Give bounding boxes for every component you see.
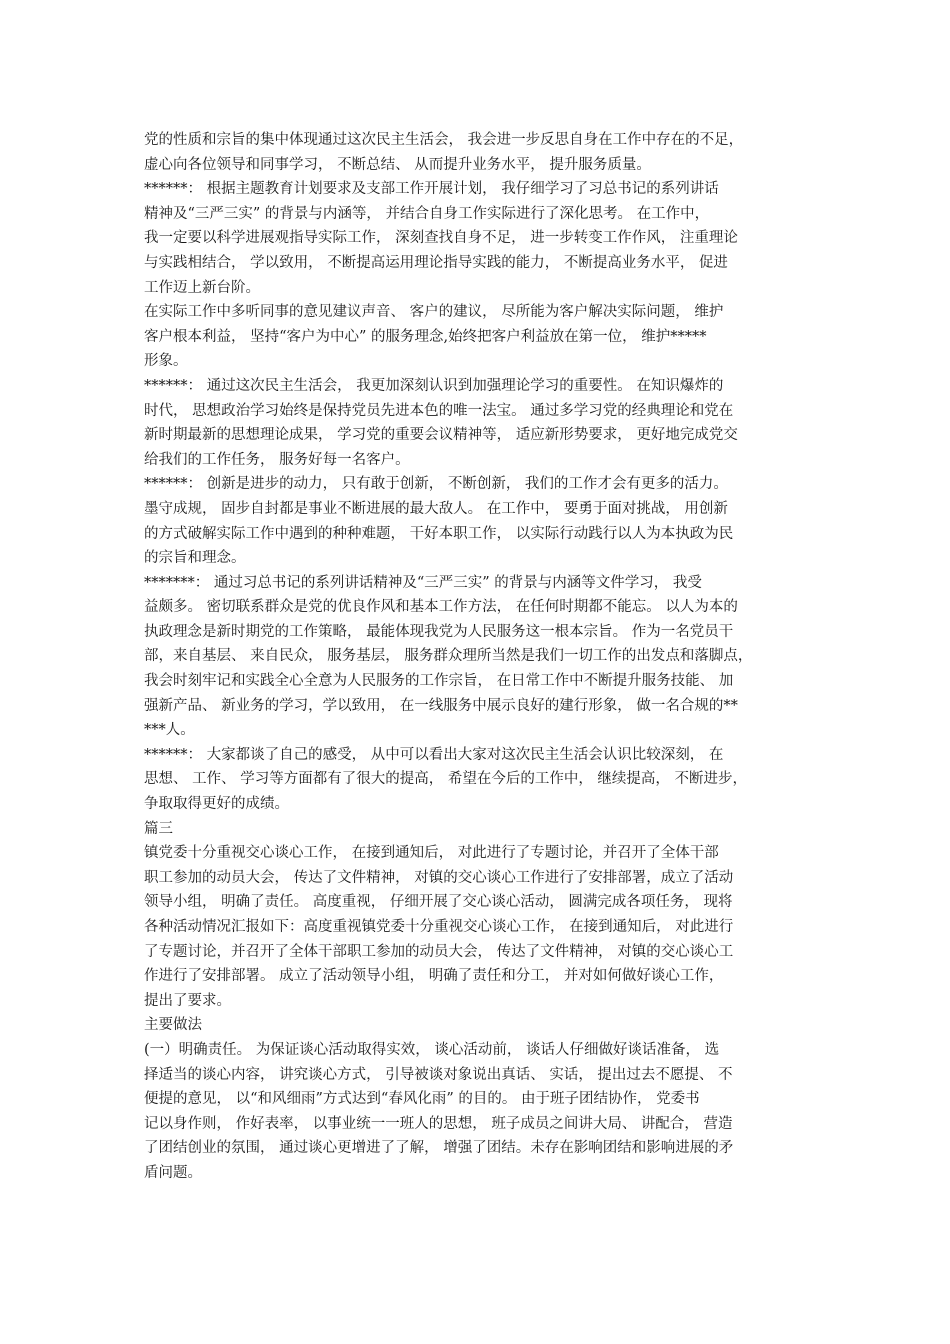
text-line: 益颇多。 密切联系群众是党的优良作风和基本工作方法， 在任何时期都不能忘。 以人为本的 bbox=[144, 599, 738, 616]
text-line: 客户根本利益， 坚持“客户为中心” 的服务理念,始终把客户利益放在第一位， 维护***** bbox=[144, 328, 707, 345]
text-line: 的方式破解实际工作中遇到的种种难题， 干好本职工作， 以实际行动践行以人为本执政为民 bbox=[144, 525, 734, 542]
text-line: ******： 通过这次民主生活会， 我更加深刻认识到加强理论学习的重要性。 在知识爆炸的 bbox=[144, 377, 724, 394]
text-line: 精神及“三严三实” 的背景与内涵等， 并结合自身工作实际进行了深化思考。 在工作中， bbox=[144, 205, 710, 222]
text-line: 强新产品、 新业务的学习，学以致用， 在一线服务中展示良好的建行形象， 做一名合规的** bbox=[144, 697, 738, 714]
text-line: 党的性质和宗旨的集中体现通过这次民主生活会， 我会进一步反思自身在工作中存在的不足， bbox=[144, 132, 744, 148]
text-line: *******： 通过习总书记的系列讲话精神及“三严三实” 的背景与内涵等文件学习， 我受 bbox=[144, 574, 702, 591]
text-line: 便提的意见， 以“和风细雨”方式达到“春风化雨” 的目的。 由于班子团结协作， 党委书 bbox=[144, 1091, 700, 1108]
text-line: 时代， 思想政治学习始终是保持党员先进本色的唯一法宝。 通过多学习党的经典理论和党在 bbox=[144, 402, 734, 419]
text-line: 工作迈上新台阶。 bbox=[144, 279, 260, 296]
text-line: 执政理念是新时期党的工作策略， 最能体现我党为人民服务这一根本宗旨。 作为一名党员干 bbox=[144, 623, 734, 640]
text-line: (一）明确责任。 为保证谈心活动取得实效， 谈心活动前， 谈话人仔细做好谈话准备， 选 bbox=[144, 1041, 720, 1058]
text-line: 职工参加的动员大会， 传达了文件精神， 对镇的交心谈心工作进行了安排部署，成立了活动 bbox=[144, 869, 734, 886]
text-line: 盾问题。 bbox=[144, 1164, 202, 1181]
text-line: 的宗旨和理念。 bbox=[144, 550, 246, 567]
text-line: 墨守成规， 固步自封都是事业不断进展的最大敌人。 在工作中， 要勇于面对挑战， 用创新 bbox=[144, 500, 728, 517]
text-line: ******： 大家都谈了自己的感受， 从中可以看出大家对这次民主生活会认识比较深刻， 在 bbox=[144, 746, 724, 763]
text-line: 了专题讨论，并召开了全体干部职工参加的动员大会， 传达了文件精神， 对镇的交心谈心工 bbox=[144, 943, 734, 960]
text-line: 记以身作则， 作好表率， 以事业统一一班人的思想， 班子成员之间讲大局、 讲配合， 营造 bbox=[144, 1115, 733, 1132]
text-line: 虚心向各位领导和同事学习， 不断总结、 从而提升业务水平， 提升服务质量。 bbox=[144, 156, 651, 173]
text-line: 作进行了安排部署。 成立了活动领导小组， 明确了责任和分工， 并对如何做好谈心工作， bbox=[144, 968, 724, 985]
text-line: 与实践相结合， 学以致用， 不断提高运用理论指导实践的能力， 不断提高业务水平， 促进 bbox=[144, 254, 728, 271]
text-line: 择适当的谈心内容， 讲究谈心方式， 引导被谈对象说出真话、 实话， 提出过去不愿提、 不 bbox=[144, 1066, 733, 1083]
text-line: 争取取得更好的成绩。 bbox=[144, 796, 289, 813]
text-line: 思想、 工作、 学习等方面都有了很大的提高， 希望在今后的工作中， 继续提高， 不断进步， bbox=[144, 771, 748, 788]
section-heading: 主要做法 bbox=[144, 1017, 202, 1034]
text-line: 我一定要以科学进展观指导实际工作， 深刻查找自身不足， 进一步转变工作作风， 注重理论 bbox=[144, 230, 738, 247]
text-line: 领导小组， 明确了责任。 高度重视， 仔细开展了交心谈心活动， 圆满完成各项任务， 现将 bbox=[144, 894, 733, 911]
text-line: ******： 根据主题教育计划要求及支部工作开展计划， 我仔细学习了习总书记的系列讲话 bbox=[144, 181, 719, 198]
section-heading: 篇三 bbox=[144, 820, 173, 837]
text-line: ***人。 bbox=[144, 722, 195, 739]
text-line: 形象。 bbox=[144, 353, 188, 370]
text-line: 新时期最新的思想理论成果， 学习党的重要会议精神等， 适应新形势要求， 更好地完成党交 bbox=[144, 427, 738, 444]
text-line: 在实际工作中多听同事的意见建议声音、 客户的建议， 尽所能为客户解决实际问题， 维护 bbox=[144, 304, 724, 321]
text-line: ******： 创新是进步的动力， 只有敢于创新， 不断创新， 我们的工作才会有更多的活力。 bbox=[144, 476, 728, 493]
text-line: 镇党委十分重视交心谈心工作， 在接到通知后， 对此进行了专题讨论，并召开了全体干部 bbox=[144, 845, 719, 862]
text-line: 提出了要求。 bbox=[144, 992, 231, 1009]
text-line: 给我们的工作任务， 服务好每一名客户。 bbox=[144, 451, 410, 468]
text-line: 各种活动情况汇报如下：高度重视镇党委十分重视交心谈心工作， 在接到通知后， 对此进行 bbox=[144, 919, 734, 935]
document-body bbox=[144, 128, 816, 1186]
text-line: 部，来自基层、 来自民众， 服务基层， 服务群众理所当然是我们一切工作的出发点和落脚点， bbox=[144, 648, 753, 665]
text-line: 了团结创业的氛围， 通过谈心更增进了了解， 增强了团结。未存在影响团结和影响进展的矛 bbox=[144, 1140, 734, 1157]
text-line: 我会时刻牢记和实践全心全意为人民服务的工作宗旨， 在日常工作中不断提升服务技能、 加 bbox=[144, 673, 734, 690]
